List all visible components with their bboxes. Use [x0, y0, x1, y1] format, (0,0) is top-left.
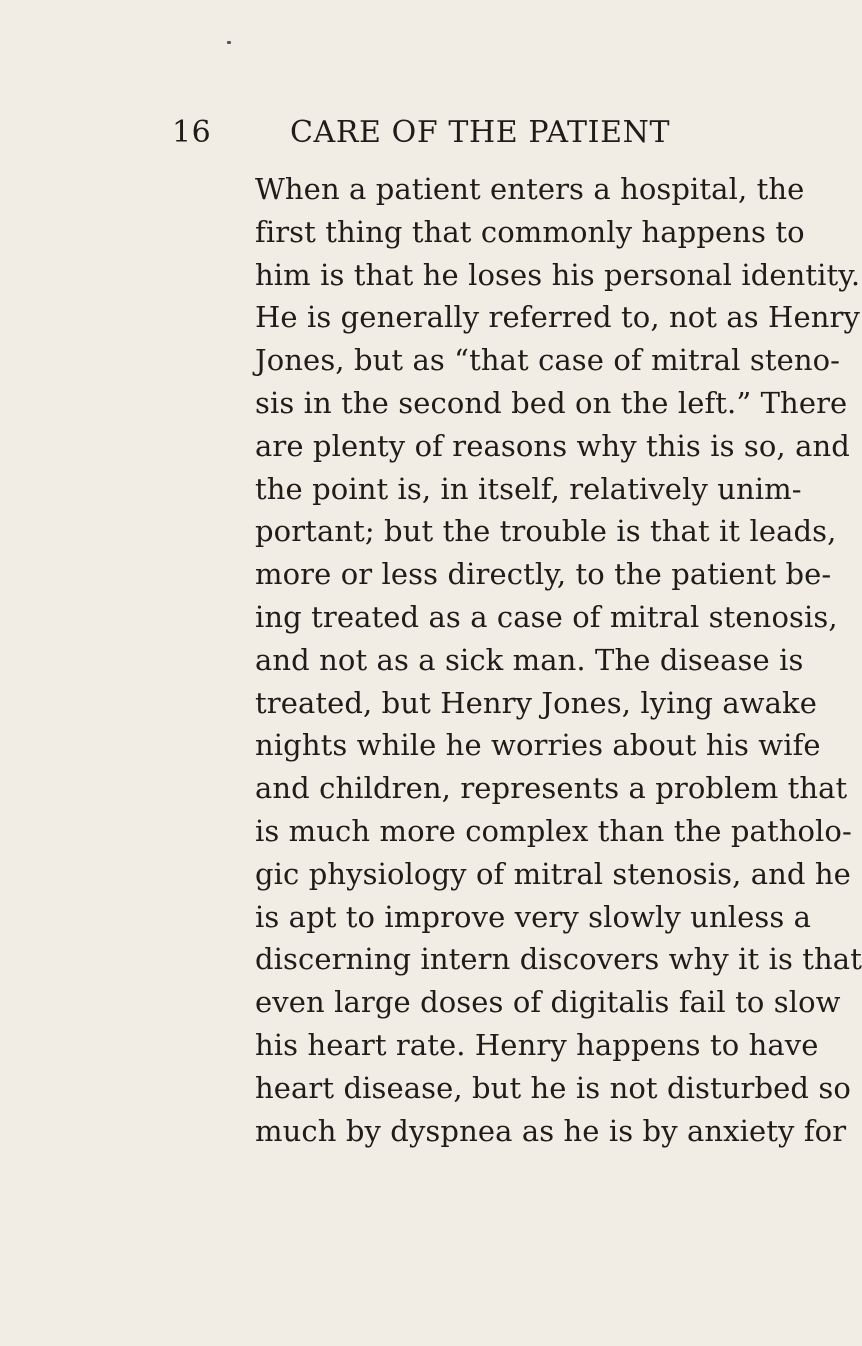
text-line: sis in the second bed on the left.” There [255, 385, 848, 420]
text-line: When a patient enters a hospital, the [255, 172, 805, 206]
running-title: CARE OF THE PATIENT [290, 115, 671, 150]
text-line: ing treated as a case of mitral stenosis, [255, 599, 838, 634]
text-line: Jones, but as “that case of mitral steno- [255, 343, 841, 378]
text-line: is apt to improve very slowly unless a [255, 899, 812, 934]
text-line: him is that he loses his personal identity. [255, 257, 861, 292]
text-line: gic physiology of mitral stenosis, and he [255, 856, 851, 891]
text-line: He is generally referred to, not as Henry [255, 300, 860, 335]
body-text [255, 168, 862, 1152]
page-number: 16 [172, 115, 212, 150]
text-line: and children, represents a problem that [255, 771, 848, 806]
text-line: his heart rate. Henry happens to have [255, 1027, 819, 1062]
text-line: is much more complex than the patholo- [255, 813, 852, 848]
text-line: the point is, in itself, relatively unim- [255, 471, 802, 506]
text-line: heart disease, but he is not disturbed so [255, 1070, 851, 1105]
text-line: are plenty of reasons why this is so, and [255, 428, 850, 463]
text-line: first thing that commonly happens to [255, 214, 805, 249]
text-line: even large doses of digitalis fail to slow [255, 985, 841, 1020]
text-line: and not as a sick man. The disease is [255, 642, 804, 677]
text-line: discerning intern discovers why it is that [255, 942, 862, 977]
text-line: much by dyspnea as he is by anxiety for [255, 1113, 847, 1148]
text-line: portant; but the trouble is that it leads, [255, 514, 837, 549]
print-speck [227, 41, 231, 44]
running-header [172, 113, 772, 153]
text-line: treated, but Henry Jones, lying awake [255, 685, 817, 720]
text-line: more or less directly, to the patient be- [255, 557, 832, 592]
text-line: nights while he worries about his wife [255, 728, 821, 763]
